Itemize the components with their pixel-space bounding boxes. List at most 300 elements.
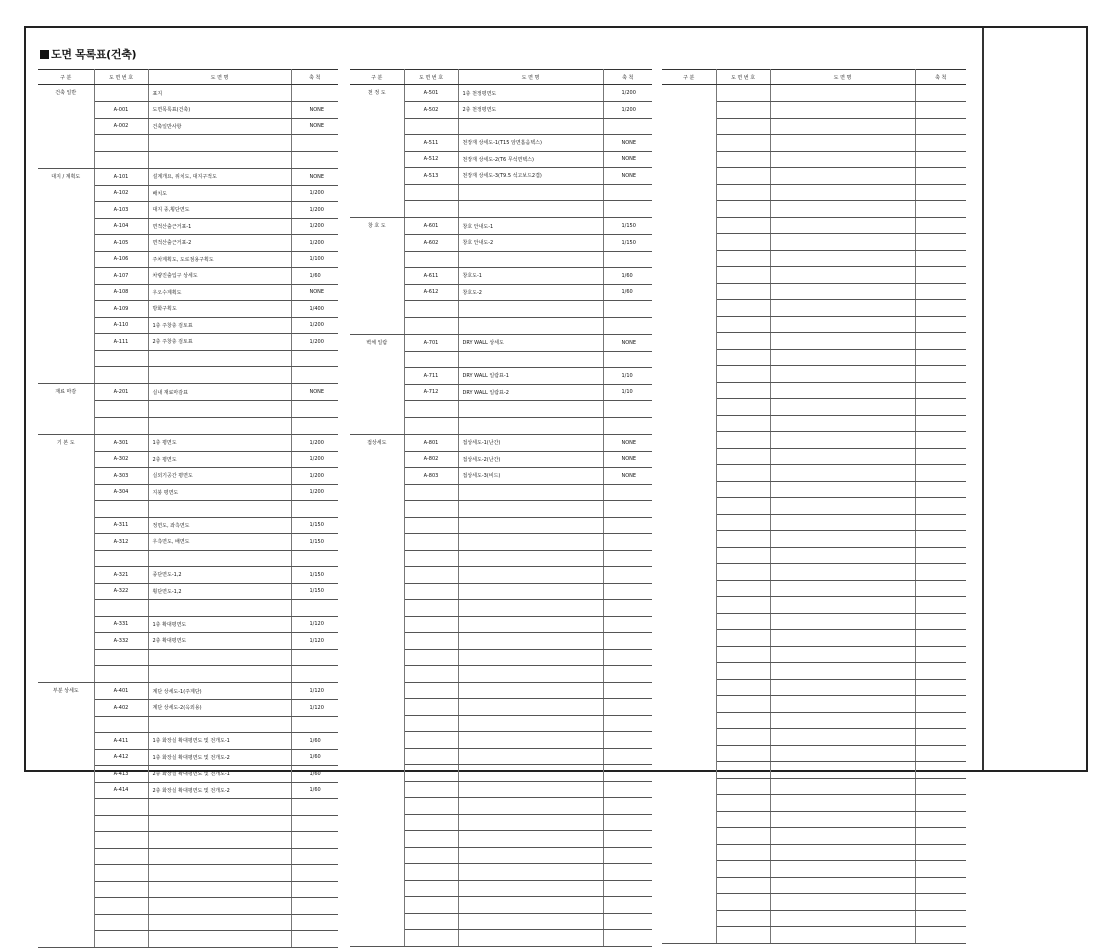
table-row xyxy=(662,184,966,201)
drawing-number-cell xyxy=(716,333,770,350)
drawing-number-cell xyxy=(404,765,458,782)
drawing-name-cell xyxy=(148,716,291,733)
group-cell xyxy=(350,897,404,914)
table-row xyxy=(350,384,652,401)
scale-cell xyxy=(603,814,652,831)
table-row xyxy=(350,567,652,584)
drawing-name-cell xyxy=(770,729,915,746)
group-cell xyxy=(350,765,404,782)
table-row xyxy=(662,267,966,284)
scale-cell xyxy=(603,517,652,534)
scale-cell xyxy=(915,811,966,828)
drawing-number-cell: A-303 xyxy=(94,468,148,485)
group-cell: 벽체 일람 xyxy=(350,334,404,351)
table-row xyxy=(662,366,966,383)
page-heading xyxy=(40,46,136,62)
scale-cell: NONE xyxy=(291,168,338,185)
drawing-number-cell xyxy=(716,135,770,152)
drawing-name-cell xyxy=(770,894,915,911)
table-row xyxy=(350,235,652,252)
drawing-number-cell xyxy=(404,930,458,947)
group-cell xyxy=(38,102,94,119)
scale-cell: NONE xyxy=(603,151,652,168)
drawing-number-cell xyxy=(716,861,770,878)
table-row xyxy=(350,765,652,782)
group-cell xyxy=(662,762,716,779)
scale-cell xyxy=(291,931,338,948)
scale-cell xyxy=(603,897,652,914)
scale-cell xyxy=(915,234,966,251)
table-row xyxy=(662,250,966,267)
scale-cell xyxy=(603,583,652,600)
group-cell xyxy=(38,135,94,152)
group-cell xyxy=(38,633,94,650)
scale-cell xyxy=(291,799,338,816)
drawing-number-cell: A-611 xyxy=(404,268,458,285)
group-cell xyxy=(350,567,404,584)
table-row xyxy=(38,218,338,235)
drawing-number-cell xyxy=(716,564,770,581)
drawing-name-cell: 표지 xyxy=(148,85,291,102)
group-cell xyxy=(350,682,404,699)
scale-cell: 1/10 xyxy=(603,384,652,401)
drawing-number-cell: A-402 xyxy=(94,700,148,717)
table-row xyxy=(350,501,652,518)
table-row xyxy=(350,831,652,848)
scale-cell xyxy=(603,748,652,765)
drawing-number-cell xyxy=(94,832,148,849)
drawing-number-cell xyxy=(404,732,458,749)
group-cell xyxy=(38,931,94,948)
scale-cell xyxy=(915,828,966,845)
table-row xyxy=(662,564,966,581)
table-row xyxy=(38,666,338,683)
drawing-number-cell: A-302 xyxy=(94,451,148,468)
group-cell xyxy=(662,877,716,894)
drawing-name-cell xyxy=(148,649,291,666)
drawing-number-cell xyxy=(94,716,148,733)
scale-cell: 1/100 xyxy=(291,251,338,268)
drawing-number-cell xyxy=(716,85,770,102)
group-cell xyxy=(662,795,716,812)
drawing-number-cell: A-802 xyxy=(404,451,458,468)
drawing-number-cell xyxy=(404,748,458,765)
drawing-name-cell: 1층 천정평면도 xyxy=(458,85,603,102)
table-row xyxy=(662,333,966,350)
group-cell xyxy=(662,168,716,185)
drawing-name-cell: 설계개요, 위치도, 대지구적도 xyxy=(148,168,291,185)
scale-cell xyxy=(603,251,652,268)
scale-cell xyxy=(291,881,338,898)
drawing-number-cell xyxy=(404,534,458,551)
group-cell xyxy=(350,102,404,119)
table-row xyxy=(662,481,966,498)
drawing-number-cell xyxy=(404,831,458,848)
scale-cell: NONE xyxy=(603,434,652,451)
group-cell xyxy=(38,218,94,235)
drawing-number-cell xyxy=(404,417,458,434)
drawing-number-cell xyxy=(94,350,148,367)
table-row xyxy=(662,118,966,135)
drawing-name-cell: 창호 안내도-2 xyxy=(458,235,603,252)
drawing-name-cell xyxy=(770,630,915,647)
drawing-number-cell: A-103 xyxy=(94,202,148,219)
group-cell xyxy=(662,547,716,564)
drawing-name-cell xyxy=(148,931,291,948)
scale-cell xyxy=(603,351,652,368)
group-cell xyxy=(38,666,94,683)
table-row xyxy=(662,300,966,317)
table-row xyxy=(350,699,652,716)
drawing-name-cell xyxy=(770,564,915,581)
drawing-name-cell xyxy=(770,85,915,102)
group-cell xyxy=(662,861,716,878)
drawing-name-cell xyxy=(770,927,915,944)
drawing-name-cell xyxy=(148,881,291,898)
table-row xyxy=(350,151,652,168)
drawing-number-cell xyxy=(94,600,148,617)
page-title: 도면 목록표(건축) xyxy=(51,48,137,61)
group-cell xyxy=(38,782,94,799)
table-row xyxy=(38,501,338,518)
drawing-number-cell xyxy=(404,484,458,501)
group-cell xyxy=(350,600,404,617)
scale-cell: NONE xyxy=(291,384,338,401)
group-cell xyxy=(350,268,404,285)
drawing-name-cell xyxy=(458,201,603,218)
table-row xyxy=(662,613,966,630)
group-cell xyxy=(38,749,94,766)
table-row xyxy=(350,666,652,683)
table-row xyxy=(662,679,966,696)
table-row xyxy=(350,468,652,485)
scale-cell: 1/200 xyxy=(291,185,338,202)
group-cell xyxy=(38,517,94,534)
group-cell xyxy=(350,251,404,268)
scale-cell xyxy=(915,646,966,663)
drawing-name-cell xyxy=(458,118,603,135)
scale-cell: 1/120 xyxy=(291,700,338,717)
drawing-name-cell xyxy=(148,815,291,832)
drawing-name-cell xyxy=(770,498,915,515)
drawing-name-cell: 1층 평면도 xyxy=(148,434,291,451)
table-row xyxy=(662,729,966,746)
scale-cell: 1/200 xyxy=(291,202,338,219)
drawing-number-cell xyxy=(404,501,458,518)
group-cell xyxy=(38,766,94,783)
drawing-number-cell xyxy=(94,848,148,865)
table-row xyxy=(350,748,652,765)
table-row xyxy=(662,597,966,614)
drawing-name-cell xyxy=(770,267,915,284)
scale-cell xyxy=(915,399,966,416)
group-cell xyxy=(350,666,404,683)
drawing-name-cell: 천장재 상세도-1(T15 암면흡음텍스) xyxy=(458,135,603,152)
table-row xyxy=(38,517,338,534)
scale-cell xyxy=(603,501,652,518)
group-cell xyxy=(662,135,716,152)
drawing-name-cell xyxy=(458,864,603,881)
table-row xyxy=(662,465,966,482)
drawing-number-cell: A-511 xyxy=(404,135,458,152)
scale-cell xyxy=(915,630,966,647)
drawing-name-cell xyxy=(458,897,603,914)
group-cell xyxy=(662,597,716,614)
group-cell xyxy=(662,151,716,168)
group-cell xyxy=(38,268,94,285)
table-row xyxy=(38,600,338,617)
group-cell xyxy=(662,267,716,284)
drawing-number-cell xyxy=(716,432,770,449)
drawing-name-cell xyxy=(458,913,603,930)
group-cell xyxy=(38,350,94,367)
table-row xyxy=(662,778,966,795)
scale-cell xyxy=(915,564,966,581)
group-cell: 건축 일반 xyxy=(38,85,94,102)
drawing-name-cell xyxy=(770,531,915,548)
table-row xyxy=(38,733,338,750)
scale-cell xyxy=(291,815,338,832)
drawing-name-cell xyxy=(770,481,915,498)
scale-cell: 1/200 xyxy=(291,235,338,252)
scale-cell xyxy=(603,732,652,749)
drawing-number-cell xyxy=(94,401,148,418)
drawing-number-cell xyxy=(94,550,148,567)
drawing-number-cell xyxy=(716,366,770,383)
drawing-name-cell xyxy=(458,633,603,650)
table-row xyxy=(38,251,338,268)
drawing-name-cell xyxy=(770,762,915,779)
scale-cell: 1/200 xyxy=(291,218,338,235)
drawing-number-cell xyxy=(716,663,770,680)
drawing-number-cell xyxy=(716,910,770,927)
group-cell xyxy=(662,613,716,630)
scale-cell xyxy=(915,547,966,564)
group-cell xyxy=(662,118,716,135)
scale-cell xyxy=(915,679,966,696)
group-cell: 천 정 도 xyxy=(350,85,404,102)
drawing-name-cell: 2층 화장실 확대평면도 및 전개도-2 xyxy=(148,782,291,799)
scale-cell xyxy=(603,715,652,732)
group-cell xyxy=(38,700,94,717)
drawing-number-cell xyxy=(716,349,770,366)
drawing-number-cell xyxy=(716,151,770,168)
group-cell xyxy=(38,567,94,584)
scale-cell xyxy=(915,217,966,234)
table-row xyxy=(38,284,338,301)
group-cell xyxy=(662,514,716,531)
group-cell xyxy=(662,481,716,498)
table-row xyxy=(662,580,966,597)
drawing-name-cell xyxy=(148,135,291,152)
group-cell xyxy=(662,283,716,300)
scale-cell xyxy=(603,118,652,135)
drawing-number-cell xyxy=(716,300,770,317)
drawing-number-cell: A-102 xyxy=(94,185,148,202)
table-row xyxy=(350,913,652,930)
scale-cell xyxy=(915,283,966,300)
scale-cell xyxy=(915,927,966,944)
drawing-name-cell: 2층 평면도 xyxy=(148,451,291,468)
group-cell xyxy=(662,498,716,515)
table-row xyxy=(38,583,338,600)
drawing-name-cell xyxy=(458,534,603,551)
drawing-number-cell: A-106 xyxy=(94,251,148,268)
drawing-number-cell xyxy=(94,151,148,168)
group-cell xyxy=(350,317,404,334)
drawing-name-cell: 접상세도-3(비드) xyxy=(458,468,603,485)
table-row xyxy=(662,696,966,713)
drawing-number-cell xyxy=(716,547,770,564)
drawing-number-cell xyxy=(716,201,770,218)
table-row xyxy=(350,351,652,368)
scale-cell xyxy=(603,567,652,584)
scale-cell xyxy=(291,550,338,567)
scale-cell xyxy=(915,910,966,927)
drawing-name-cell xyxy=(770,184,915,201)
group-cell xyxy=(350,284,404,301)
table-row xyxy=(38,151,338,168)
table-row xyxy=(350,284,652,301)
group-cell xyxy=(38,235,94,252)
drawing-number-cell xyxy=(716,597,770,614)
scale-cell xyxy=(291,716,338,733)
group-cell xyxy=(350,468,404,485)
drawing-name-cell: 대지 종,횡단면도 xyxy=(148,202,291,219)
scale-cell xyxy=(603,913,652,930)
drawing-name-cell xyxy=(148,600,291,617)
scale-cell xyxy=(603,649,652,666)
table-row xyxy=(662,85,966,102)
drawing-name-cell xyxy=(770,613,915,630)
drawing-list-table-3 xyxy=(662,69,966,944)
table-row xyxy=(38,301,338,318)
drawing-number-cell xyxy=(716,118,770,135)
group-cell xyxy=(662,778,716,795)
drawing-name-cell xyxy=(770,861,915,878)
group-cell xyxy=(350,913,404,930)
scale-cell: 1/200 xyxy=(291,317,338,334)
drawing-number-cell xyxy=(404,880,458,897)
drawing-number-cell xyxy=(404,814,458,831)
scale-cell xyxy=(915,201,966,218)
scale-cell xyxy=(603,484,652,501)
group-cell xyxy=(350,151,404,168)
drawing-name-cell xyxy=(458,781,603,798)
drawing-name-cell xyxy=(770,432,915,449)
scale-cell xyxy=(915,877,966,894)
table-row xyxy=(662,432,966,449)
drawing-number-cell xyxy=(404,781,458,798)
drawing-number-cell: A-711 xyxy=(404,368,458,385)
table-row xyxy=(350,118,652,135)
table-row xyxy=(350,715,652,732)
header-number: 도 면 번 호 xyxy=(716,70,770,85)
drawing-number-cell: A-512 xyxy=(404,151,458,168)
scale-cell xyxy=(291,350,338,367)
table-row xyxy=(662,877,966,894)
drawing-name-cell xyxy=(770,366,915,383)
group-cell xyxy=(350,847,404,864)
group-cell xyxy=(38,583,94,600)
drawing-name-cell xyxy=(770,234,915,251)
drawing-number-cell xyxy=(716,811,770,828)
drawing-name-cell xyxy=(458,583,603,600)
drawing-number-cell xyxy=(716,399,770,416)
drawing-name-cell xyxy=(770,795,915,812)
table-row xyxy=(350,897,652,914)
drawing-number-cell: A-601 xyxy=(404,218,458,235)
drawing-name-cell: 천장재 상세도-2(T6 무석면텍스) xyxy=(458,151,603,168)
table-row xyxy=(38,334,338,351)
group-cell xyxy=(38,334,94,351)
header-scale: 축 척 xyxy=(915,70,966,85)
group-cell xyxy=(662,564,716,581)
drawing-name-cell xyxy=(770,283,915,300)
drawing-name-cell xyxy=(770,399,915,416)
drawing-name-cell xyxy=(770,349,915,366)
scale-cell xyxy=(603,600,652,617)
table-row xyxy=(662,844,966,861)
drawing-name-cell: 계단 상세도-2(옥외용) xyxy=(148,700,291,717)
table-row xyxy=(662,927,966,944)
table-row xyxy=(350,864,652,881)
table-row xyxy=(662,894,966,911)
drawing-number-cell: A-107 xyxy=(94,268,148,285)
scale-cell: NONE xyxy=(291,118,338,135)
table-row xyxy=(38,434,338,451)
drawing-number-cell xyxy=(404,699,458,716)
drawing-number-cell xyxy=(716,267,770,284)
scale-cell: 1/150 xyxy=(603,235,652,252)
scale-cell xyxy=(915,531,966,548)
drawing-number-cell: A-108 xyxy=(94,284,148,301)
group-cell xyxy=(38,649,94,666)
table-row xyxy=(662,217,966,234)
drawing-number-cell xyxy=(404,715,458,732)
scale-cell: NONE xyxy=(603,135,652,152)
group-cell xyxy=(350,748,404,765)
drawing-name-cell xyxy=(458,417,603,434)
scale-cell xyxy=(603,930,652,947)
scale-cell xyxy=(291,649,338,666)
group-cell xyxy=(38,501,94,518)
drawing-number-cell: A-801 xyxy=(404,434,458,451)
group-cell xyxy=(350,831,404,848)
drawing-name-cell: 2층 주창층 검토표 xyxy=(148,334,291,351)
drawing-number-cell: A-109 xyxy=(94,301,148,318)
scale-cell xyxy=(291,501,338,518)
group-cell xyxy=(350,384,404,401)
table-row xyxy=(38,268,338,285)
scale-cell: NONE xyxy=(603,334,652,351)
scale-cell xyxy=(915,366,966,383)
drawing-name-cell xyxy=(770,514,915,531)
scale-cell: 1/60 xyxy=(603,268,652,285)
table-row xyxy=(38,417,338,434)
scale-cell xyxy=(915,267,966,284)
group-cell xyxy=(38,202,94,219)
drawing-name-cell xyxy=(458,715,603,732)
drawing-name-cell: 도면목록표(건축) xyxy=(148,102,291,119)
drawing-name-cell xyxy=(770,415,915,432)
drawing-number-cell xyxy=(716,844,770,861)
scale-cell xyxy=(603,864,652,881)
drawing-number-cell xyxy=(404,633,458,650)
scale-cell xyxy=(603,317,652,334)
table-row xyxy=(350,930,652,947)
drawing-number-cell xyxy=(716,696,770,713)
